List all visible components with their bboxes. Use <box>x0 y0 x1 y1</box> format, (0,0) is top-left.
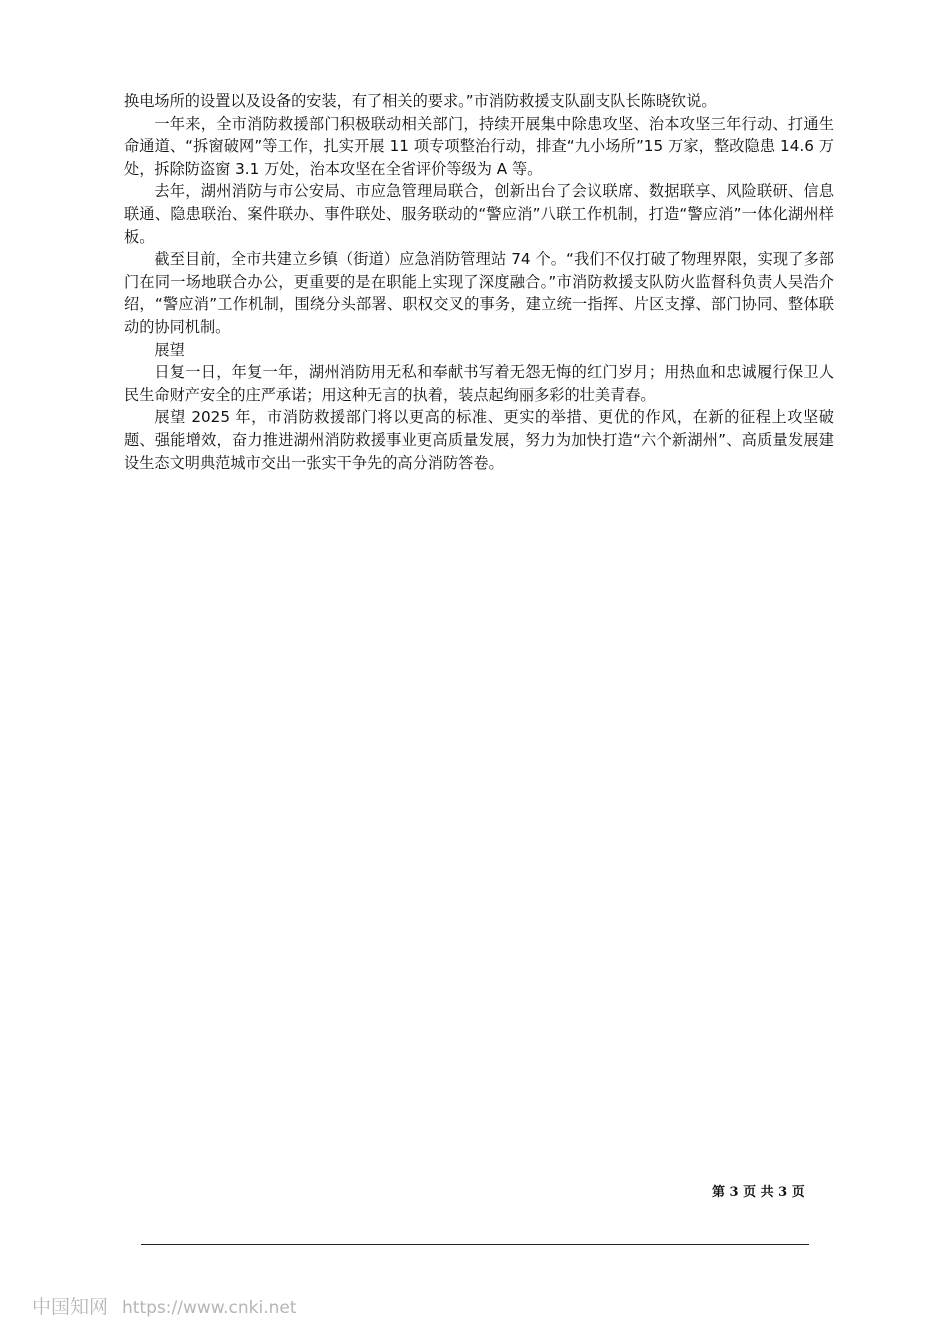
cnki-watermark <box>32 1292 297 1319</box>
paragraph: 截至目前，全市共建立乡镇（街道）应急消防管理站 74 个。“我们不仅打破了物理界限，实现了多部门在同一场地联合办公，更重要的是在职能上实现了深度融合。”市消防救援支队防火监督科负责人吴浩介绍，“警应消”工作机制，围绕分头部署、职权交叉的事务，建立统一指挥、片区支撑、部门协同、整体联动的协同机制。 <box>124 250 834 336</box>
footer-divider <box>141 1244 809 1245</box>
watermark-brand: 中国知网 <box>32 1296 109 1318</box>
paragraph: 去年，湖州消防与市公安局、市应急管理局联合，创新出台了会议联席、数据联享、风险联研、信息联通、隐患联治、案件联办、事件联处、服务联动的“警应消”八联工作机制，打造“警应消”一体化湖州样板。 <box>124 182 834 246</box>
paragraph: 一年来，全市消防救援部门积极联动相关部门，持续开展集中除患攻坚、治本攻坚三年行动、打通生命通道、“拆窗破网”等工作，扎实开展 11 项专项整治行动，排查“九小场所”15 万家，整改隐患 14.6 万处，拆除防盗窗 3.1 万处，治本攻坚在全省评价等级为 A 等。 <box>124 114 834 178</box>
watermark-url: https://www.cnki.net <box>122 1298 297 1318</box>
paragraph: 展望 2025 年，市消防救援部门将以更高的标准、更实的举措、更优的作风，在新的征程上攻坚破题、强能增效，奋力推进湖州消防救援事业更高质量发展，努力为加快打造“六个新湖州”、高质量发展建设生态文明典范城市交出一张实干争先的高分消防答卷。 <box>124 408 834 472</box>
page-number: 第 3 页 共 3 页 <box>712 1185 805 1200</box>
article-body <box>124 90 834 474</box>
section-heading: 展望 <box>154 340 185 359</box>
paragraph: 换电场所的设置以及设备的安装，有了相关的要求。”市消防救援支队副支队长陈晓钦说。 <box>124 92 717 110</box>
paragraph: 日复一日，年复一年，湖州消防用无私和奉献书写着无怨无悔的红门岁月；用热血和忠诚履行保卫人民生命财产安全的庄严承诺；用这种无言的执着，装点起绚丽多彩的壮美青春。 <box>124 363 834 404</box>
